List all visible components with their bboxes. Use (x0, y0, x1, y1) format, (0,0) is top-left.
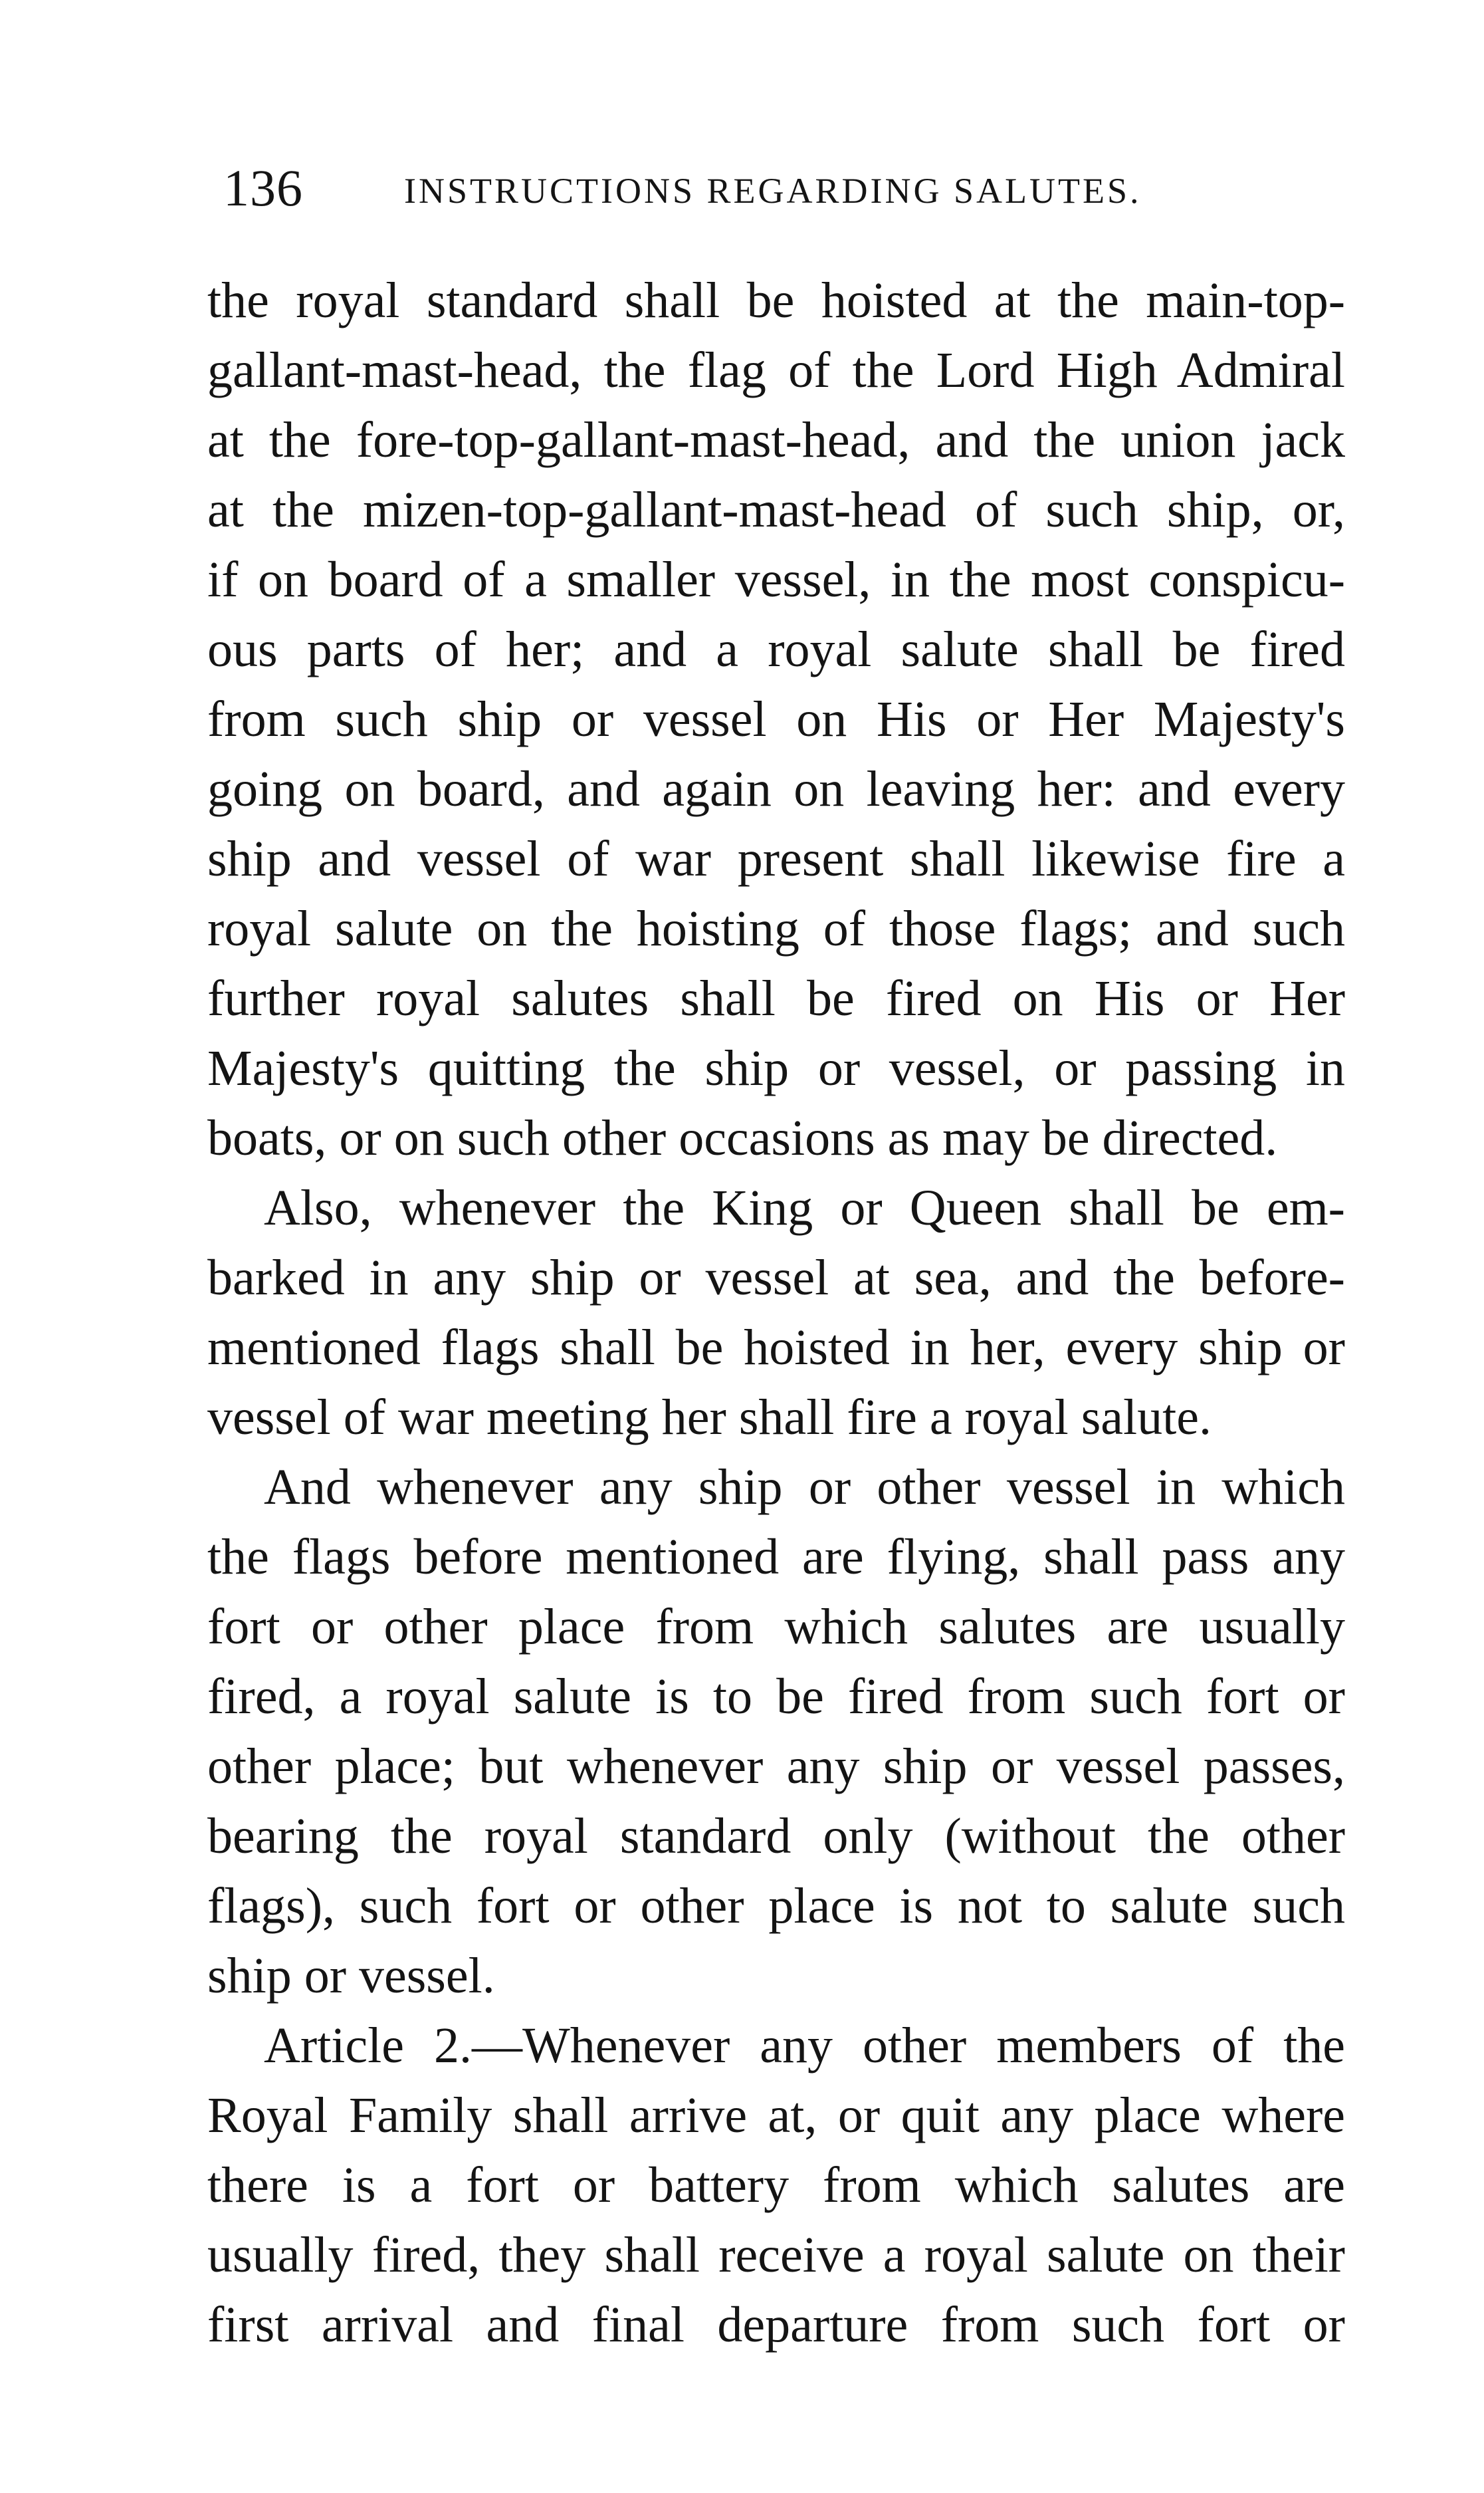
text-line: royal salute on the hoisting of those flags; and such (207, 901, 1345, 957)
text-line: from such ship or vessel on His or Her Majesty's (207, 691, 1345, 747)
running-head: INSTRUCTIONS REGARDING SALUTES. (404, 171, 1142, 211)
text-line: the flags before mentioned are flying, shall pass any (207, 1529, 1345, 1585)
text-line: fort or other place from which salutes are usually (207, 1599, 1345, 1655)
text-line: further royal salutes shall be fired on His or Her (207, 971, 1345, 1026)
text-line: barked in any ship or vessel at sea, and the before- (207, 1250, 1345, 1306)
text-line: first arrival and final departure from such fort or (207, 2297, 1345, 2353)
text-line: Article 2.—Whenever any other members of the (264, 2018, 1345, 2074)
text-line: if on board of a smaller vessel, in the most conspicu- (207, 552, 1345, 608)
text-line: other place; but whenever any ship or vessel passes, (207, 1738, 1345, 1794)
text-line: ship or vessel. (207, 1948, 495, 2004)
text-line: bearing the royal standard only (without the other (207, 1808, 1345, 1864)
text-line: ous parts of her; and a royal salute shall be fired (207, 622, 1345, 677)
text-line: at the fore-top-gallant-mast-head, and the union jack (207, 412, 1345, 468)
text-line: mentioned flags shall be hoisted in her, every ship or (207, 1320, 1345, 1375)
text-line: vessel of war meeting her shall fire a royal salute. (207, 1389, 1212, 1445)
page-number: 136 (223, 159, 303, 217)
text-line: boats, or on such other occasions as may be directed. (207, 1110, 1278, 1166)
text-line: at the mizen-top-gallant-mast-head of such ship, or, (207, 482, 1345, 538)
text-line: Also, whenever the King or Queen shall be em- (264, 1180, 1345, 1236)
text-line: ship and vessel of war present shall likewise fire a (207, 831, 1345, 887)
text-line: there is a fort or battery from which salutes are (207, 2157, 1345, 2213)
text-line: gallant-mast-head, the flag of the Lord High Admiral (207, 342, 1345, 398)
text-line: usually fired, they shall receive a royal salute on their (207, 2227, 1345, 2283)
text-line: fired, a royal salute is to be fired from such fort or (207, 1669, 1345, 1724)
text-line: the royal standard shall be hoisted at the main-top- (207, 273, 1345, 328)
text-line: flags), such fort or other place is not to salute such (207, 1878, 1345, 1934)
page-header (223, 158, 1353, 218)
body-text (207, 266, 1345, 2360)
text-line: Royal Family shall arrive at, or quit any place where (207, 2087, 1345, 2143)
text-line: And whenever any ship or other vessel in which (264, 1459, 1345, 1515)
text-line: going on board, and again on leaving her: and every (207, 761, 1345, 817)
text-line: Majesty's quitting the ship or vessel, or passing in (207, 1040, 1345, 1096)
